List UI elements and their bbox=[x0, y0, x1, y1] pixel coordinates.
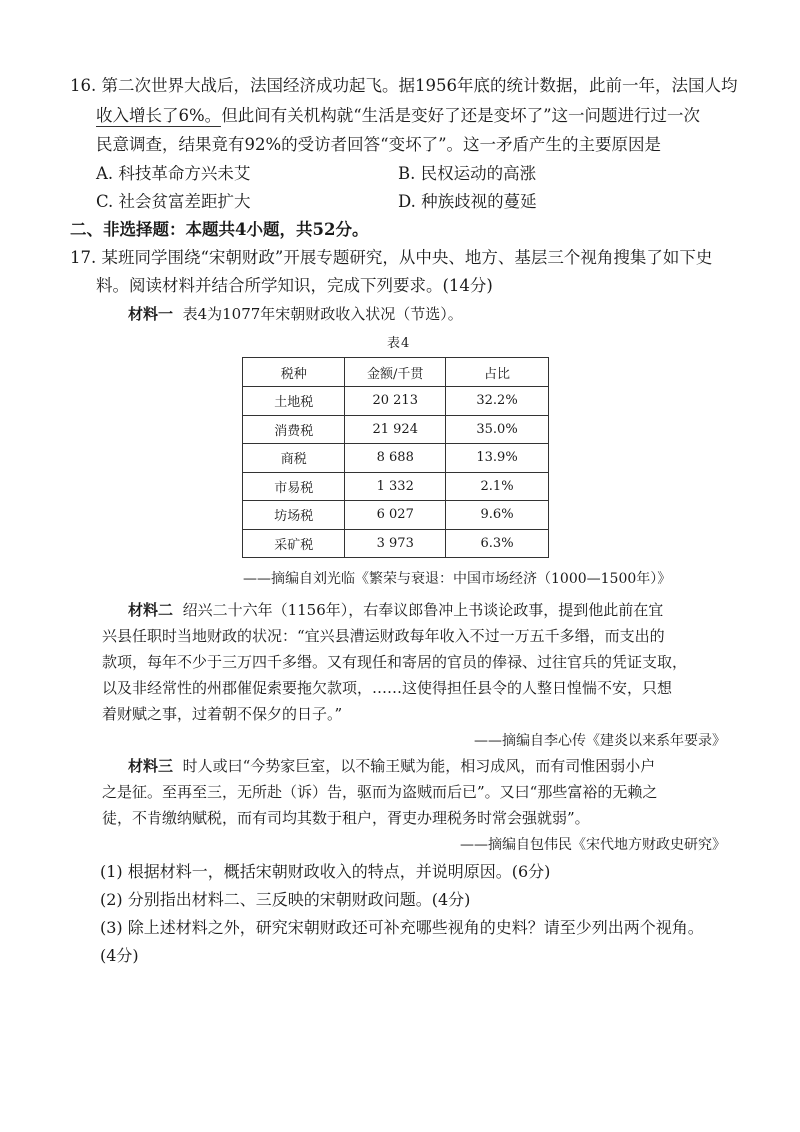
q16-line-2 bbox=[96, 104, 700, 128]
option-text: 种族歧视的蔓延 bbox=[421, 192, 537, 211]
cell-share: 6.3% bbox=[446, 529, 549, 558]
q17-subquestion-3-points: (4分) bbox=[100, 946, 139, 965]
q16-option-d[interactable] bbox=[398, 190, 537, 214]
cell-amount: 21 924 bbox=[345, 415, 446, 444]
cell-share: 35.0% bbox=[446, 415, 549, 444]
material-1-text: 表4为1077年宋朝财政收入状况（节选）。 bbox=[182, 305, 463, 323]
material-2-line-1 bbox=[128, 598, 663, 623]
table-row bbox=[243, 472, 549, 501]
q16-line-1: 16. 第二次世界大战后，法国经济成功起飞。据1956年底的统计数据，此前一年，法国人均 bbox=[70, 76, 738, 95]
material-2-line-5: 着财赋之事，过着朝不保夕的日子。” bbox=[102, 705, 343, 723]
cell-amount: 3 973 bbox=[345, 529, 446, 558]
material-3-line-2: 之是征。至再至三，无所赴（诉）告，驱而为盗贼而后已”。又曰“那些富裕的无赖之 bbox=[102, 783, 658, 801]
cell-share: 2.1% bbox=[446, 472, 549, 501]
option-key: B. bbox=[398, 164, 416, 183]
material-2-source: ——摘编自李心传《建炎以来系年要录》 bbox=[474, 733, 726, 749]
cell-amount: 20 213 bbox=[345, 387, 446, 416]
material-3-label: 材料三 bbox=[128, 757, 174, 775]
cell-amount: 1 332 bbox=[345, 472, 446, 501]
header-amount: 金额/千贯 bbox=[345, 358, 446, 387]
cell-amount: 6 027 bbox=[345, 501, 446, 530]
header-share: 占比 bbox=[446, 358, 549, 387]
q17-subquestion-1: (1) 根据材料一，概括宋朝财政收入的特点，并说明原因。(6分) bbox=[100, 862, 551, 881]
table-header-row bbox=[243, 358, 549, 387]
material-1-intro bbox=[128, 302, 463, 327]
cell-share: 32.2% bbox=[446, 387, 549, 416]
q16-option-a[interactable] bbox=[96, 162, 250, 186]
option-text: 社会贫富差距扩大 bbox=[118, 192, 251, 211]
material-1-label: 材料一 bbox=[128, 305, 174, 323]
material-2-text: 绍兴二十六年（1156年），右奉议郎鲁冲上书谈论政事，提到他此前在宜 bbox=[182, 601, 664, 619]
cell-tax-type: 采矿税 bbox=[243, 529, 345, 558]
q16-underlined-text: 收入增长了6%。 bbox=[96, 106, 222, 125]
q17-line-1: 17. 某班同学围绕“宋朝财政”开展专题研究，从中央、地方、基层三个视角搜集了如下史 bbox=[70, 248, 713, 267]
material-2-line-4: 以及非经常性的州郡催促索要拖欠款项，……这使得担任县令的人整日惶惴不安，只想 bbox=[102, 679, 673, 697]
option-key: C. bbox=[96, 192, 114, 211]
q16-line-3: 民意调查，结果竟有92%的受访者回答“变坏了”。这一矛盾产生的主要原因是 bbox=[96, 135, 662, 154]
cell-share: 9.6% bbox=[446, 501, 549, 530]
table-title: 表4 bbox=[387, 336, 411, 351]
tax-revenue-table bbox=[242, 357, 549, 558]
q16-line-2-rest: 但此间有关机构就“生活是变好了还是变坏了”这一问题进行过一次 bbox=[221, 106, 701, 125]
option-text: 民权运动的高涨 bbox=[420, 164, 537, 183]
q17-subquestion-3: (3) 除上述材料之外，研究宋朝财政还可补充哪些视角的史料？请至少列出两个视角。 bbox=[100, 918, 704, 937]
material-2-label: 材料二 bbox=[128, 601, 174, 619]
header-tax-type: 税种 bbox=[243, 358, 345, 387]
material-2-line-2: 兴县任职时当地财政的状况：“宜兴县漕运财政每年收入不过一万五千多缗，而支出的 bbox=[102, 627, 665, 645]
option-key: A. bbox=[96, 164, 114, 183]
material-3-source: ——摘编自包伟民《宋代地方财政史研究》 bbox=[460, 837, 726, 853]
q17-subquestion-2: (2) 分别指出材料二、三反映的宋朝财政问题。(4分) bbox=[100, 890, 471, 909]
option-key: D. bbox=[398, 192, 416, 211]
q16-option-c[interactable] bbox=[96, 190, 251, 214]
table-row bbox=[243, 415, 549, 444]
q16-option-b[interactable] bbox=[398, 162, 536, 186]
cell-tax-type: 坊场税 bbox=[243, 501, 345, 530]
cell-tax-type: 土地税 bbox=[243, 387, 345, 416]
table-row bbox=[243, 387, 549, 416]
cell-amount: 8 688 bbox=[345, 444, 446, 473]
cell-tax-type: 商税 bbox=[243, 444, 345, 473]
cell-tax-type: 消费税 bbox=[243, 415, 345, 444]
table-row bbox=[243, 529, 549, 558]
material-1-source: ——摘编自刘光临《繁荣与衰退：中国市场经济（1000—1500年）》 bbox=[243, 571, 672, 587]
material-3-line-3: 徒，不肯缴纳赋税，而有司均其数于租户，胥吏办理税务时常会强就弱”。 bbox=[102, 809, 590, 827]
q17-line-2: 料。阅读材料并结合所学知识，完成下列要求。(14分) bbox=[96, 276, 493, 295]
section-2-heading: 二、非选择题：本题共4小题，共52分。 bbox=[70, 220, 369, 239]
option-text: 科技革命方兴未艾 bbox=[118, 164, 251, 183]
table-row bbox=[243, 444, 549, 473]
material-3-text: 时人或曰“今势家巨室，以不输王赋为能，相习成风，而有司惟困弱小户 bbox=[182, 757, 656, 775]
table-row bbox=[243, 501, 549, 530]
cell-tax-type: 市易税 bbox=[243, 472, 345, 501]
material-2-line-3: 款项，每年不少于三万四千多缗。又有现任和寄居的官员的俸禄、过往官兵的凭证支取， bbox=[102, 653, 688, 671]
cell-share: 13.9% bbox=[446, 444, 549, 473]
material-3-line-1 bbox=[128, 754, 655, 779]
